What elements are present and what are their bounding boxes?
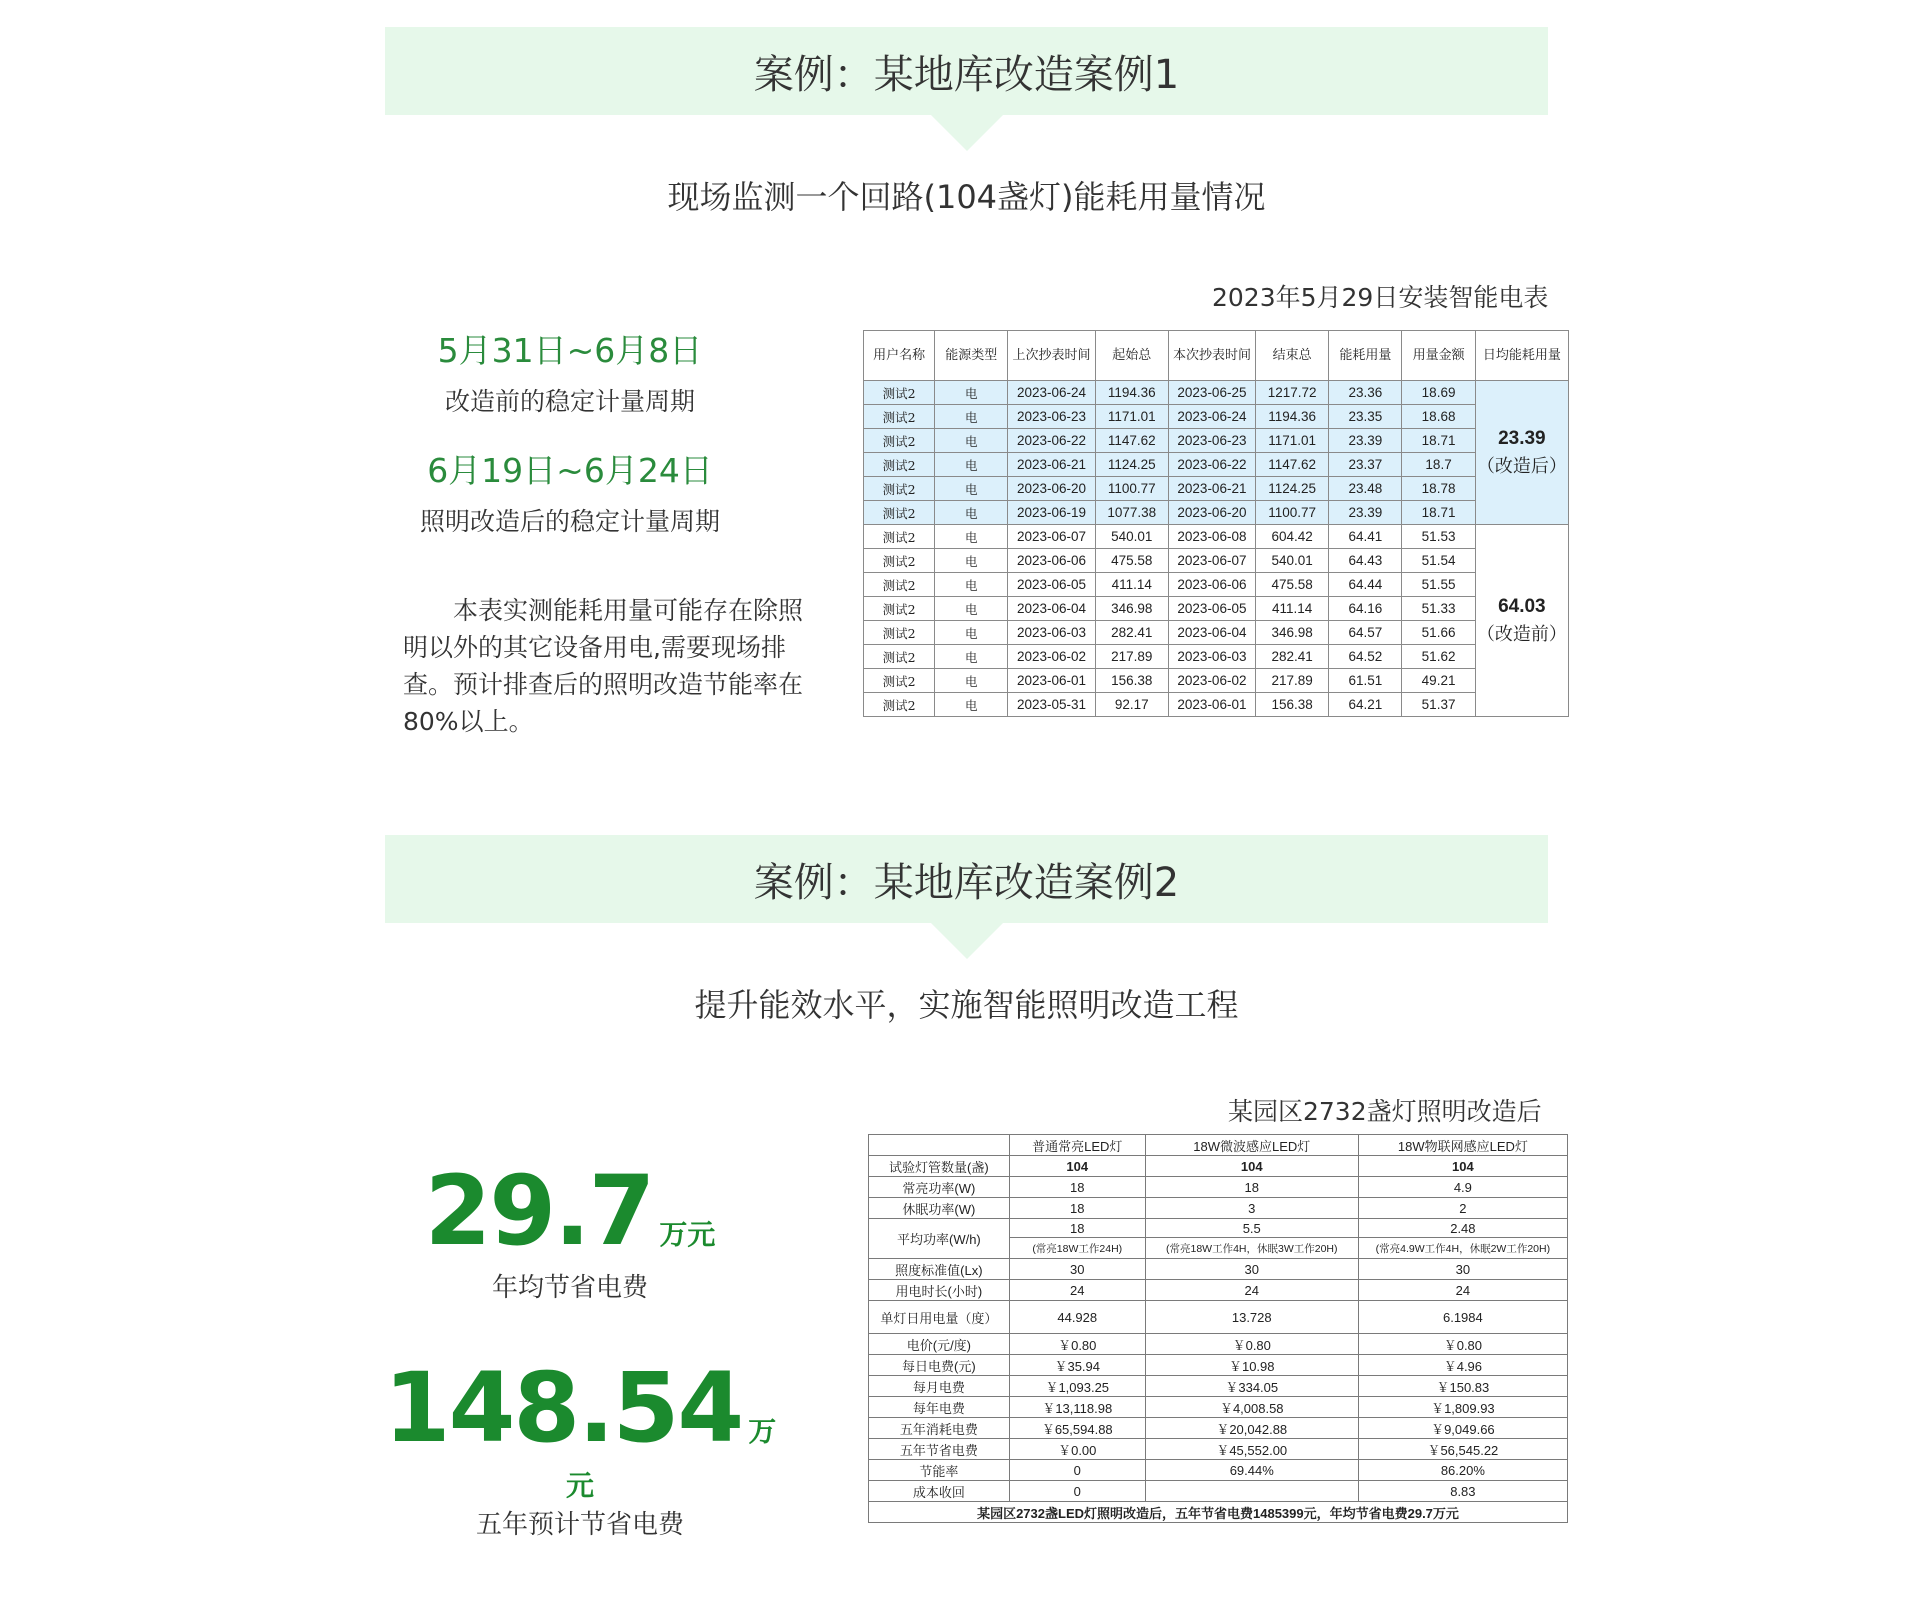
energy-table-cell: 51.33 [1402,597,1475,621]
retrofit-table-cell: ￥10.98 [1145,1355,1358,1376]
energy-table-cell: 测试2 [864,453,935,477]
banner-pointer [931,115,1003,151]
energy-table [863,330,1569,717]
energy-table-row [864,405,1569,429]
energy-table-cell: 2023-06-19 [1008,501,1095,525]
energy-table-cell: 1194.36 [1095,381,1168,405]
energy-table-cell: 64.52 [1329,645,1402,669]
energy-table-cell: 2023-06-02 [1008,645,1095,669]
energy-table-cell: 411.14 [1256,597,1329,621]
period-before-desc: 改造前的稳定计量周期 [444,387,695,416]
energy-table-cell: 1171.01 [1095,405,1168,429]
retrofit-table-row [869,1219,1568,1238]
col-end: 结束总 [1256,331,1329,381]
retrofit-table-cell: ￥13,118.98 [1009,1397,1145,1418]
col-normal-led: 普通常亮LED灯 [1009,1135,1145,1156]
energy-table-cell: 18.69 [1402,381,1475,405]
energy-table-cell: 18.71 [1402,501,1475,525]
retrofit-table-cell: 5.5 [1145,1219,1358,1238]
energy-table-cell: 51.62 [1402,645,1475,669]
daily-avg-value: 64.03 [1498,595,1546,617]
retrofit-table-cell: (常亮4.9W工作4H，休眠2W工作20H) [1358,1238,1567,1259]
retrofit-table-cell: ￥0.00 [1009,1439,1145,1460]
case1-banner-title: 案例：某地库改造案例1 [753,51,1180,98]
energy-table-cell: 64.57 [1329,621,1402,645]
retrofit-table-cell: ￥65,594.88 [1009,1418,1145,1439]
energy-table-cell: 23.48 [1329,477,1402,501]
retrofit-table-cell: 8.83 [1358,1481,1567,1502]
retrofit-table-cell: ￥0.80 [1009,1334,1145,1355]
energy-table-cell: 64.43 [1329,549,1402,573]
energy-table-cell: 282.41 [1256,645,1329,669]
retrofit-table-row [869,1334,1568,1355]
energy-table-cell: 2023-06-24 [1008,381,1095,405]
energy-table-cell: 51.53 [1402,525,1475,549]
retrofit-table-cell [1145,1481,1358,1502]
energy-table-cell: 测试2 [864,501,935,525]
retrofit-table-cell: 24 [1358,1280,1567,1301]
daily-avg-label: （改造前） [1476,623,1567,645]
energy-table-cell: 2023-06-20 [1008,477,1095,501]
daily-avg-label: （改造后） [1476,455,1567,477]
energy-table-cell: 测试2 [864,525,935,549]
energy-table-cell: 64.41 [1329,525,1402,549]
energy-table-cell: 电 [935,381,1008,405]
retrofit-table-cell: 休眠功率(W) [869,1198,1010,1219]
retrofit-table-cell: 单灯日用电量（度） [869,1301,1010,1334]
retrofit-table-cell: 0 [1009,1460,1145,1481]
energy-table-cell: 51.37 [1402,693,1475,717]
retrofit-table-cell: ￥35.94 [1009,1355,1145,1376]
retrofit-table-row [869,1460,1568,1481]
energy-table-cell: 2023-06-24 [1168,405,1255,429]
retrofit-table-cell: 3 [1145,1198,1358,1219]
energy-table-row [864,573,1569,597]
energy-table-cell: 电 [935,429,1008,453]
retrofit-table-row [869,1439,1568,1460]
energy-table-cell: 2023-06-04 [1008,597,1095,621]
energy-table-cell: 64.16 [1329,597,1402,621]
retrofit-table-cell: 五年消耗电费 [869,1418,1010,1439]
retrofit-table-row [869,1481,1568,1502]
retrofit-table-cell: 6.1984 [1358,1301,1567,1334]
energy-table-cell: 156.38 [1256,693,1329,717]
energy-table-cell: 217.89 [1256,669,1329,693]
col-amount: 用量金额 [1402,331,1475,381]
energy-table-cell: 2023-06-06 [1168,573,1255,597]
case2-banner-title: 案例：某地库改造案例2 [753,859,1180,906]
energy-table-cell: 23.39 [1329,429,1402,453]
retrofit-table-cell: ￥334.05 [1145,1376,1358,1397]
retrofit-table-cell: 24 [1009,1280,1145,1301]
retrofit-table-cell: 成本收回 [869,1481,1010,1502]
retrofit-table-cell: ￥1,809.93 [1358,1397,1567,1418]
energy-table-cell: 2023-06-08 [1168,525,1255,549]
energy-table-cell: 18.7 [1402,453,1475,477]
retrofit-table-cell: 86.20% [1358,1460,1567,1481]
energy-table-cell: 电 [935,597,1008,621]
energy-table-cell: 64.21 [1329,693,1402,717]
energy-table-cell: 1077.38 [1095,501,1168,525]
energy-table-cell: 2023-06-05 [1168,597,1255,621]
retrofit-table-cell: 24 [1145,1280,1358,1301]
retrofit-table-cell: 用电时长(小时) [869,1280,1010,1301]
retrofit-table-row [869,1177,1568,1198]
retrofit-table-cell: ￥4.96 [1358,1355,1567,1376]
retrofit-table-cell: 常亮功率(W) [869,1177,1010,1198]
retrofit-table-cell: 18 [1009,1219,1145,1238]
energy-table-cell: 1217.72 [1256,381,1329,405]
retrofit-table-row [869,1397,1568,1418]
retrofit-table-cell: 18 [1145,1177,1358,1198]
energy-table-cell: 346.98 [1256,621,1329,645]
energy-table-cell: 51.66 [1402,621,1475,645]
energy-table-cell: 电 [935,573,1008,597]
retrofit-table-cell: ￥1,093.25 [1009,1376,1145,1397]
retrofit-table-cell: 104 [1358,1156,1567,1177]
retrofit-table-cell: 每月电费 [869,1376,1010,1397]
period-before-date: 5月31日~6月8日 [437,331,703,370]
energy-table-cell: 电 [935,645,1008,669]
energy-table-cell: 1100.77 [1256,501,1329,525]
energy-table-cell: 217.89 [1095,645,1168,669]
retrofit-table-row [869,1259,1568,1280]
col-item [869,1135,1010,1156]
energy-table-cell: 2023-05-31 [1008,693,1095,717]
energy-table-cell: 测试2 [864,381,935,405]
energy-table-cell: 1100.77 [1095,477,1168,501]
energy-table-cell: 测试2 [864,645,935,669]
retrofit-table-cell: (常亮18W工作4H，休眠3W工作20H) [1145,1238,1358,1259]
retrofit-table-cell: 18 [1009,1177,1145,1198]
energy-table-cell: 2023-06-05 [1008,573,1095,597]
col-last-read: 上次抄表时间 [1008,331,1095,381]
daily-avg-value: 23.39 [1498,427,1546,449]
energy-table-cell: 1147.62 [1256,453,1329,477]
retrofit-table-cell: 104 [1145,1156,1358,1177]
energy-table-cell: 2023-06-04 [1168,621,1255,645]
retrofit-table-cell: (常亮18W工作24H) [1009,1238,1145,1259]
energy-table-cell: 18.78 [1402,477,1475,501]
daily-avg-after [1475,381,1568,525]
retrofit-table-cell: 五年节省电费 [869,1439,1010,1460]
col-energy-type: 能源类型 [935,331,1008,381]
retrofit-table-cell: 2.48 [1358,1219,1567,1238]
retrofit-table-cell: 试验灯管数量(盏) [869,1156,1010,1177]
energy-table-cell: 18.68 [1402,405,1475,429]
period-after-desc: 照明改造后的稳定计量周期 [419,507,720,536]
energy-table-cell: 测试2 [864,477,935,501]
energy-table-row [864,477,1569,501]
energy-table-cell: 测试2 [864,669,935,693]
retrofit-table-cell: 4.9 [1358,1177,1567,1198]
energy-table-cell: 2023-06-22 [1008,429,1095,453]
energy-table-cell: 2023-06-07 [1008,525,1095,549]
energy-table-row [864,669,1569,693]
energy-table-cell: 电 [935,501,1008,525]
energy-table-cell: 23.35 [1329,405,1402,429]
retrofit-table-cell: ￥150.83 [1358,1376,1567,1397]
energy-table-cell: 23.36 [1329,381,1402,405]
energy-table-cell: 475.58 [1095,549,1168,573]
stat-five-year-unit: 万元 [565,1415,777,1502]
retrofit-table-cell: 44.928 [1009,1301,1145,1334]
energy-table-cell: 电 [935,693,1008,717]
retrofit-table-row [869,1156,1568,1177]
stat-annual-label: 年均节省电费 [491,1273,648,1303]
energy-table-cell: 1171.01 [1256,429,1329,453]
energy-table-cell: 电 [935,549,1008,573]
energy-table-cell: 电 [935,405,1008,429]
retrofit-table-row [869,1376,1568,1397]
energy-table-cell: 2023-06-21 [1168,477,1255,501]
retrofit-table-row [869,1280,1568,1301]
energy-table-cell: 测试2 [864,597,935,621]
col-microwave-led: 18W微波感应LED灯 [1145,1135,1358,1156]
retrofit-table-cell: ￥20,042.88 [1145,1418,1358,1439]
case2-caption: 某园区2732盏灯照明改造后 [1228,1097,1542,1126]
stat-five-year-label: 五年预计节省电费 [475,1510,684,1540]
retrofit-table-footer [869,1502,1568,1523]
retrofit-table-cell: ￥56,545.22 [1358,1439,1567,1460]
energy-table-cell: 18.71 [1402,429,1475,453]
energy-table-header [864,331,1569,381]
retrofit-table-cell: 30 [1145,1259,1358,1280]
stat-annual-value: 29.7 [424,1155,654,1267]
stat-annual-saving [370,1155,770,1304]
retrofit-table-cell: 平均功率(W/h) [869,1219,1010,1259]
retrofit-table-cell: ￥4,008.58 [1145,1397,1358,1418]
retrofit-table-cell: 30 [1358,1259,1567,1280]
energy-table-cell: 64.44 [1329,573,1402,597]
col-this-read: 本次抄表时间 [1168,331,1255,381]
energy-table-cell: 测试2 [864,429,935,453]
energy-table-cell: 475.58 [1256,573,1329,597]
energy-table-cell: 49.21 [1402,669,1475,693]
energy-table-cell: 测试2 [864,621,935,645]
energy-table-row [864,429,1569,453]
retrofit-table-cell: 每年电费 [869,1397,1010,1418]
energy-table-cell: 1147.62 [1095,429,1168,453]
energy-table-cell: 2023-06-02 [1168,669,1255,693]
retrofit-table-row [869,1355,1568,1376]
energy-table-cell: 电 [935,525,1008,549]
energy-table-cell: 2023-06-20 [1168,501,1255,525]
energy-table-cell: 2023-06-23 [1168,429,1255,453]
col-start: 起始总 [1095,331,1168,381]
retrofit-table-cell: 照度标准值(Lx) [869,1259,1010,1280]
energy-table-cell: 测试2 [864,573,935,597]
energy-table-cell: 92.17 [1095,693,1168,717]
energy-table-cell: 1124.25 [1095,453,1168,477]
col-usage: 能耗用量 [1329,331,1402,381]
retrofit-table [868,1134,1568,1523]
energy-table-cell: 51.54 [1402,549,1475,573]
energy-table-row [864,525,1569,549]
col-iot-led: 18W物联网感应LED灯 [1358,1135,1567,1156]
energy-table-cell: 2023-06-03 [1168,645,1255,669]
energy-table-cell: 604.42 [1256,525,1329,549]
period-after [370,445,770,538]
energy-table-cell: 540.01 [1095,525,1168,549]
energy-table-cell: 2023-06-01 [1008,669,1095,693]
energy-table-row [864,693,1569,717]
retrofit-table-cell: ￥0.80 [1145,1334,1358,1355]
energy-table-cell: 346.98 [1095,597,1168,621]
case1-banner [385,27,1548,115]
energy-table-cell: 2023-06-23 [1008,405,1095,429]
energy-table-cell: 156.38 [1095,669,1168,693]
energy-table-cell: 电 [935,621,1008,645]
energy-table-cell: 51.55 [1402,573,1475,597]
col-daily-avg: 日均能耗用量 [1475,331,1568,381]
energy-table-row [864,597,1569,621]
retrofit-table-cell: 2 [1358,1198,1567,1219]
energy-table-cell: 测试2 [864,693,935,717]
case1-subtitle: 现场监测一个回路(104盏灯)能耗用量情况 [667,178,1266,216]
energy-table-cell: 2023-06-03 [1008,621,1095,645]
energy-table-cell: 2023-06-01 [1168,693,1255,717]
energy-table-cell: 23.39 [1329,501,1402,525]
retrofit-table-row [869,1301,1568,1334]
banner-pointer [931,923,1003,959]
energy-table-cell: 2023-06-22 [1168,453,1255,477]
energy-table-cell: 测试2 [864,405,935,429]
energy-table-row [864,549,1569,573]
retrofit-table-cell: 电价(元/度) [869,1334,1010,1355]
retrofit-table-cell: ￥0.80 [1358,1334,1567,1355]
retrofit-table-cell: 每日电费(元) [869,1355,1010,1376]
energy-table-cell: 2023-06-07 [1168,549,1255,573]
daily-avg-before [1475,525,1568,717]
energy-table-row [864,453,1569,477]
energy-table-cell: 1124.25 [1256,477,1329,501]
retrofit-table-cell: 18 [1009,1198,1145,1219]
retrofit-table-cell: 104 [1009,1156,1145,1177]
energy-table-row [864,621,1569,645]
retrofit-table-row [869,1198,1568,1219]
energy-table-row [864,381,1569,405]
energy-table-cell: 61.51 [1329,669,1402,693]
case1-caption: 2023年5月29日安装智能电表 [1212,283,1549,312]
energy-table-cell: 2023-06-06 [1008,549,1095,573]
energy-table-cell: 电 [935,669,1008,693]
retrofit-table-cell: 69.44% [1145,1460,1358,1481]
retrofit-table-header [869,1135,1568,1156]
case2-banner [385,835,1548,923]
energy-table-row [864,645,1569,669]
retrofit-table-row [869,1418,1568,1439]
case1-note: 本表实测能耗用量可能存在除照明以外的其它设备用电,需要现场排查。预计排查后的照明改造节能率在80%以上。 [403,596,804,736]
retrofit-table-cell: 节能率 [869,1460,1010,1481]
energy-table-cell: 电 [935,453,1008,477]
energy-table-cell: 411.14 [1095,573,1168,597]
energy-table-cell: 2023-06-21 [1008,453,1095,477]
stat-annual-unit: 万元 [659,1218,716,1251]
retrofit-table-cell: 13.728 [1145,1301,1358,1334]
energy-table-cell: 23.37 [1329,453,1402,477]
stat-five-year-value: 148.54 [383,1352,743,1464]
energy-table-cell: 540.01 [1256,549,1329,573]
retrofit-table-cell: 0 [1009,1481,1145,1502]
retrofit-table-cell: 30 [1009,1259,1145,1280]
energy-table-cell: 282.41 [1095,621,1168,645]
energy-table-cell: 1194.36 [1256,405,1329,429]
case2-subtitle: 提升能效水平，实施智能照明改造工程 [694,986,1239,1024]
energy-table-cell: 电 [935,477,1008,501]
energy-table-row [864,501,1569,525]
energy-table-cell: 2023-06-25 [1168,381,1255,405]
energy-table-cell: 测试2 [864,549,935,573]
period-before [370,325,770,418]
retrofit-table-cell: ￥45,552.00 [1145,1439,1358,1460]
retrofit-table-cell: ￥9,049.66 [1358,1418,1567,1439]
col-user: 用户名称 [864,331,935,381]
retrofit-summary: 某园区2732盏LED灯照明改造后，五年节省电费1485399元，年均节省电费29.7万元 [869,1502,1568,1523]
stat-five-year-saving [370,1352,790,1541]
period-after-date: 6月19日~6月24日 [427,451,713,490]
